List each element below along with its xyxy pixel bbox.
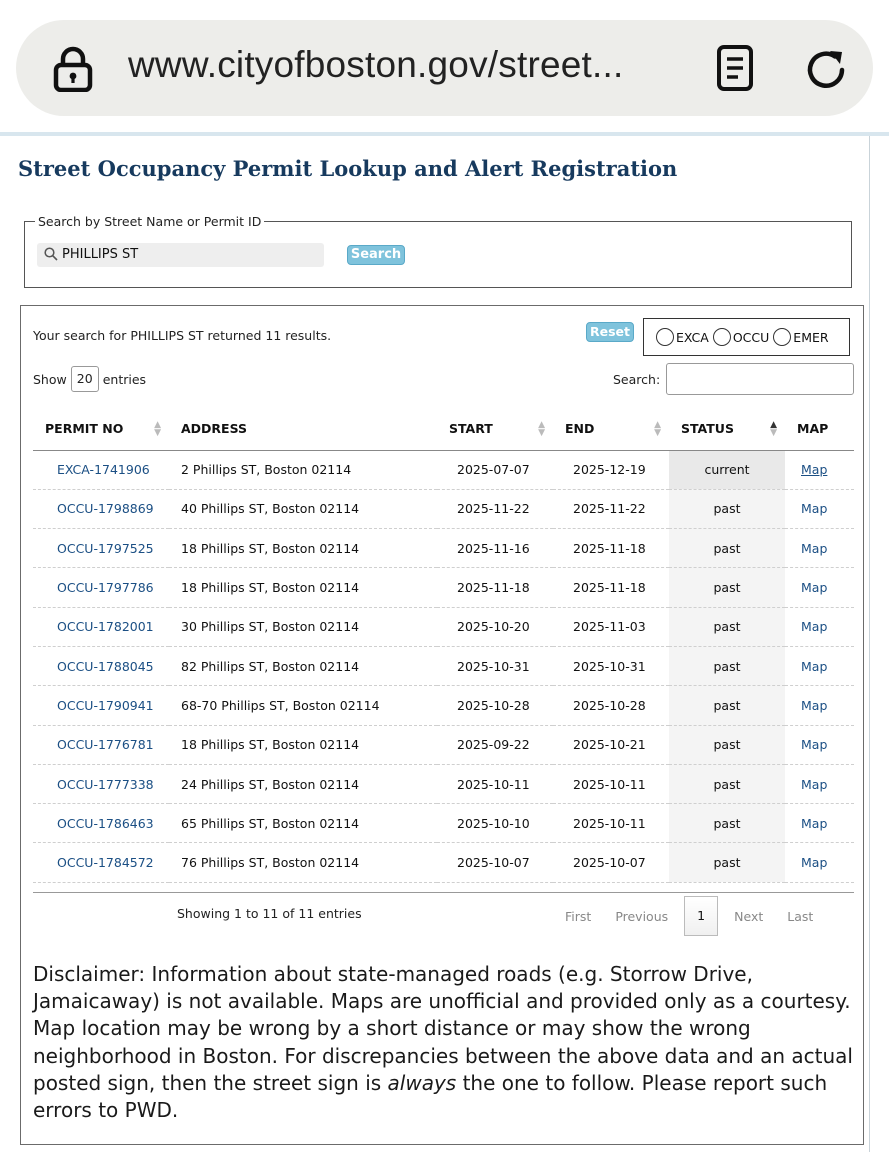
reader-mode-icon[interactable] (716, 44, 754, 92)
table-row (33, 568, 854, 607)
end-date-cell: 2025-10-31 (553, 646, 669, 685)
reload-icon[interactable] (802, 46, 850, 94)
sort-icon: ▲ ▼ (654, 420, 661, 438)
col-start[interactable]: START ▲ ▼ (437, 408, 553, 450)
end-date-cell: 2025-10-21 (553, 725, 669, 764)
search-legend: Search by Street Name or Permit ID (38, 214, 262, 229)
status-cell: past (669, 568, 785, 607)
permit-id-link[interactable]: OCCU-1790941 (33, 686, 169, 725)
disclaimer-text-end: the one to follow. Please report such errors to PWD. (33, 1070, 828, 1123)
results-panel (20, 305, 864, 1145)
end-date-cell: 2025-11-03 (553, 607, 669, 646)
page-content (0, 136, 870, 1152)
address-cell: 18 Phillips ST, Boston 02114 (169, 568, 437, 607)
lock-icon (52, 46, 94, 92)
pager-last[interactable]: Last (787, 908, 814, 924)
permit-id-link[interactable]: OCCU-1786463 (33, 804, 169, 843)
map-link[interactable]: Map (785, 804, 854, 843)
table-row (33, 843, 854, 882)
permit-type-filter (643, 318, 850, 356)
permit-id-link[interactable]: OCCU-1784572 (33, 843, 169, 882)
search-icon (44, 247, 58, 261)
table-row (33, 450, 854, 489)
map-link[interactable]: Map (785, 686, 854, 725)
start-date-cell: 2025-10-28 (437, 686, 553, 725)
show-label: Show (33, 371, 67, 387)
disclaimer-text-start: Disclaimer: Information about state-managed roads (e.g. Storrow Drive, Jamaicaway) is not available. Maps are unofficial and provided only as a courtesy. Map location may be wrong by a short distance or may show the wrong neighborhood in Boston. For discrepancies between the above data and an actual posted sign, then the street sign is (33, 962, 853, 1095)
address-cell: 76 Phillips ST, Boston 02114 (169, 843, 437, 882)
col-end[interactable]: END ▲ ▼ (553, 408, 669, 450)
permit-id-link[interactable]: OCCU-1782001 (33, 607, 169, 646)
search-fieldset (24, 214, 852, 288)
map-link[interactable]: Map (785, 489, 854, 528)
address-cell: 65 Phillips ST, Boston 02114 (169, 804, 437, 843)
permit-id-link[interactable]: OCCU-1797786 (33, 568, 169, 607)
filter-emer-radio[interactable] (773, 328, 828, 346)
address-cell: 82 Phillips ST, Boston 02114 (169, 646, 437, 685)
search-button[interactable]: Search (347, 245, 405, 265)
table-row (33, 607, 854, 646)
status-cell: past (669, 725, 785, 764)
end-date-cell: 2025-10-07 (553, 843, 669, 882)
address-cell: 68-70 Phillips ST, Boston 02114 (169, 686, 437, 725)
page-title: Street Occupancy Permit Lookup and Alert Registration (18, 156, 678, 181)
table-row (33, 529, 854, 568)
pager-previous[interactable]: Previous (615, 908, 669, 924)
map-link[interactable]: Map (785, 607, 854, 646)
start-date-cell: 2025-11-16 (437, 529, 553, 568)
col-map: MAP (785, 408, 854, 450)
status-cell: past (669, 804, 785, 843)
start-date-cell: 2025-07-07 (437, 450, 553, 489)
address-cell: 40 Phillips ST, Boston 02114 (169, 489, 437, 528)
table-bottom-border (33, 892, 854, 893)
status-cell: past (669, 607, 785, 646)
map-link[interactable]: Map (785, 764, 854, 803)
start-date-cell: 2025-10-10 (437, 804, 553, 843)
radio-circle[interactable] (656, 328, 674, 346)
table-row (33, 686, 854, 725)
status-cell: past (669, 843, 785, 882)
status-cell: past (669, 764, 785, 803)
end-date-cell: 2025-12-19 (553, 450, 669, 489)
status-cell: past (669, 646, 785, 685)
table-row (33, 725, 854, 764)
map-link[interactable]: Map (785, 725, 854, 764)
start-date-cell: 2025-10-07 (437, 843, 553, 882)
table-filter-input[interactable] (666, 363, 854, 395)
map-link[interactable]: Map (785, 843, 854, 882)
address-cell: 18 Phillips ST, Boston 02114 (169, 725, 437, 764)
page-length-control (33, 366, 146, 392)
end-date-cell: 2025-11-18 (553, 529, 669, 568)
pager-page-1[interactable]: 1 (684, 896, 718, 936)
reset-button[interactable]: Reset (586, 322, 634, 342)
disclaimer-emphasis: always (387, 1070, 457, 1095)
results-summary: Your search for PHILLIPS ST returned 11 results. (33, 328, 332, 343)
map-link[interactable]: Map (785, 529, 854, 568)
col-status[interactable]: STATUS ▲ ▼ (669, 408, 785, 450)
filter-exca-radio[interactable] (656, 328, 709, 346)
permit-id-link[interactable]: OCCU-1777338 (33, 764, 169, 803)
table-row (33, 646, 854, 685)
pager-first[interactable]: First (565, 908, 592, 924)
filter-emer-label: EMER (793, 329, 829, 345)
sort-asc-icon: ▲ ▼ (770, 420, 777, 438)
status-cell: past (669, 529, 785, 568)
map-link[interactable]: Map (785, 568, 854, 607)
radio-circle[interactable] (773, 328, 791, 346)
table-row (33, 804, 854, 843)
search-input[interactable] (37, 243, 324, 267)
map-link[interactable]: Map (785, 450, 854, 489)
search-input-value: PHILLIPS ST (62, 247, 139, 262)
filter-occu-label: OCCU (732, 329, 770, 345)
permit-id-link[interactable]: OCCU-1776781 (33, 725, 169, 764)
page-length-select[interactable]: 20 (71, 366, 99, 392)
end-date-cell: 2025-10-11 (553, 764, 669, 803)
address-cell: 30 Phillips ST, Boston 02114 (169, 607, 437, 646)
start-date-cell: 2025-09-22 (437, 725, 553, 764)
end-date-cell: 2025-10-28 (553, 686, 669, 725)
start-date-cell: 2025-10-31 (437, 646, 553, 685)
table-filter-label: Search: (613, 372, 661, 387)
address-cell: 24 Phillips ST, Boston 02114 (169, 764, 437, 803)
radio-circle[interactable] (713, 328, 731, 346)
address-cell: 18 Phillips ST, Boston 02114 (169, 529, 437, 568)
permits-table (33, 408, 854, 883)
url-text[interactable]: www.cityofboston.gov/street... (128, 44, 624, 85)
table-info: Showing 1 to 11 of 11 entries (177, 906, 362, 921)
address-cell: 2 Phillips ST, Boston 02114 (169, 450, 437, 489)
filter-exca-label: EXCA (676, 329, 709, 345)
start-date-cell: 2025-10-20 (437, 607, 553, 646)
end-date-cell: 2025-10-11 (553, 804, 669, 843)
filter-occu-radio[interactable] (713, 328, 769, 346)
sort-icon: ▲ ▼ (538, 420, 545, 438)
start-date-cell: 2025-11-18 (437, 568, 553, 607)
table-row (33, 489, 854, 528)
sort-icon: ▲ ▼ (154, 420, 161, 438)
end-date-cell: 2025-11-18 (553, 568, 669, 607)
permit-id-link[interactable]: OCCU-1798869 (33, 489, 169, 528)
pager-next[interactable]: Next (734, 908, 764, 924)
browser-chrome (0, 0, 889, 134)
permit-id-link[interactable]: OCCU-1797525 (33, 529, 169, 568)
permit-id-link[interactable]: EXCA-1741906 (33, 450, 169, 489)
col-permit-no[interactable]: PERMIT NO ▲ ▼ (33, 408, 169, 450)
status-cell: past (669, 686, 785, 725)
col-address[interactable]: ADDRESS (169, 408, 437, 450)
status-cell: past (669, 489, 785, 528)
end-date-cell: 2025-11-22 (553, 489, 669, 528)
table-row (33, 764, 854, 803)
start-date-cell: 2025-11-22 (437, 489, 553, 528)
status-cell: current (669, 450, 785, 489)
disclaimer (33, 961, 853, 1124)
pagination (553, 896, 825, 936)
entries-label: entries (102, 371, 147, 387)
map-link[interactable]: Map (785, 646, 854, 685)
permit-id-link[interactable]: OCCU-1788045 (33, 646, 169, 685)
start-date-cell: 2025-10-11 (437, 764, 553, 803)
